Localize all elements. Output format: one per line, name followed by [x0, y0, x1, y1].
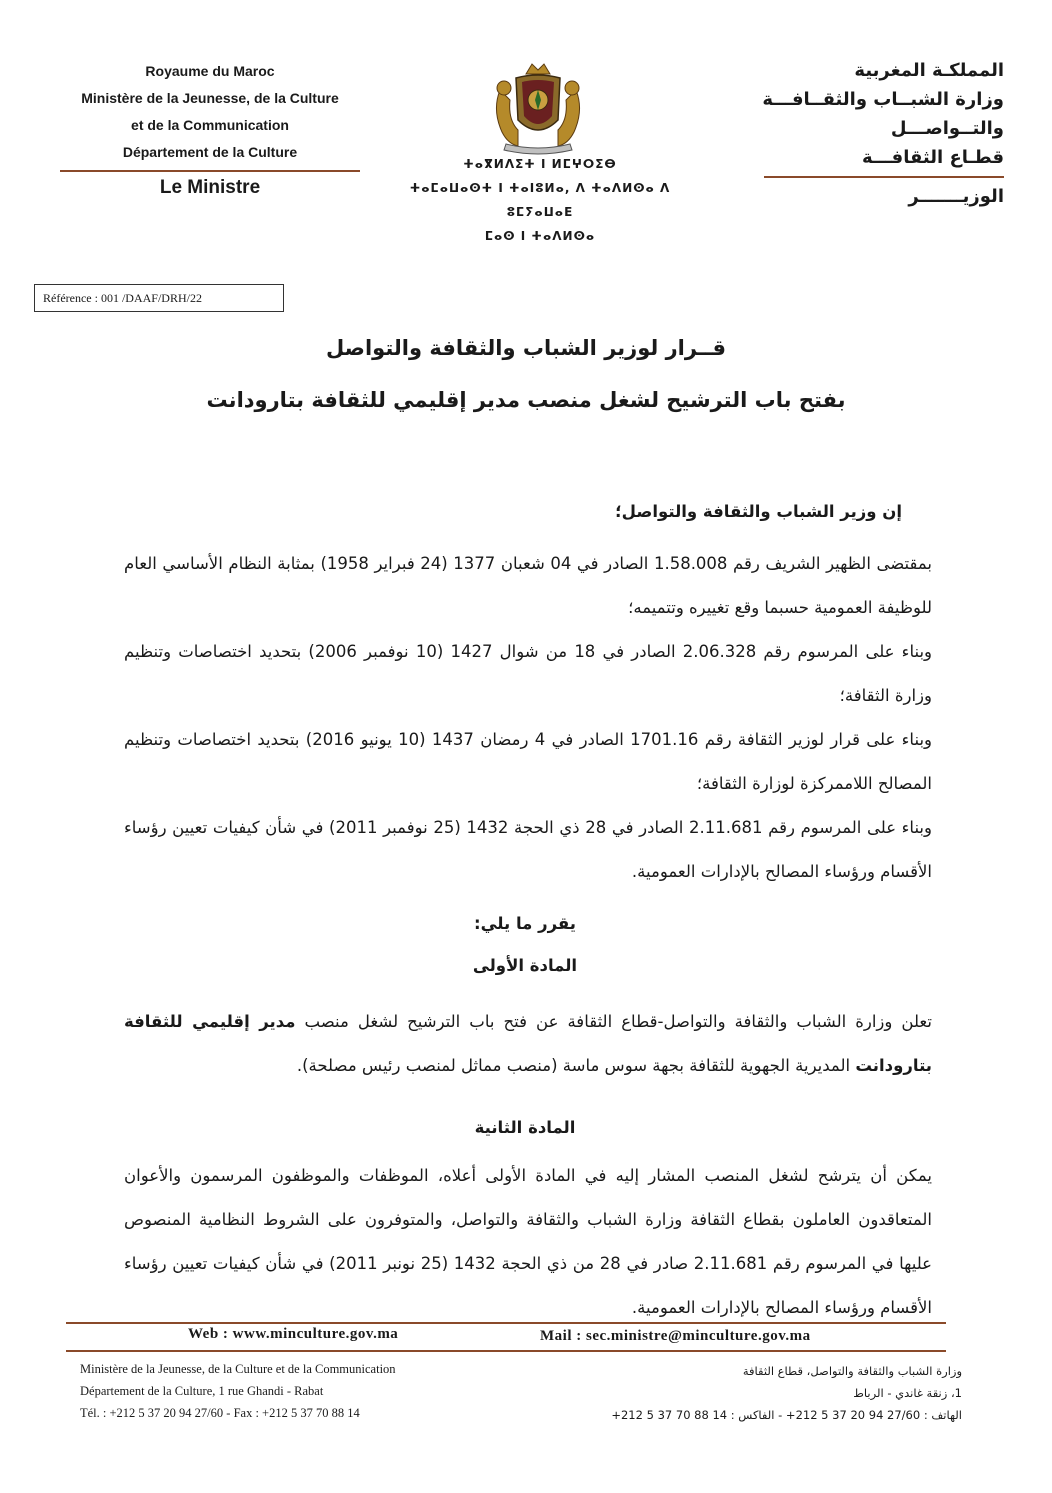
footer-ar-ministry: وزارة الشباب والثقافة والتواصل، قطاع الثقافة — [742, 1364, 962, 1378]
footer-address-french — [80, 1358, 500, 1424]
footer-email: Mail : sec.ministre@minculture.gov.ma — [540, 1328, 811, 1344]
preamble-opening: إن وزير الشباب والثقافة والتواصل؛ — [615, 502, 902, 521]
decides-label: يقرر ما يلي: — [474, 914, 576, 933]
footer-divider-top — [66, 1322, 946, 1324]
article-1-text-b: المديرية الجهوية للثقافة بجهة سوس ماسة (منصب مماثل لمنصب رئيس مصلحة). — [296, 1056, 851, 1075]
tifinagh-ministry: ⵜⴰⵎⴰⵡⴰⵙⵜ ⵏ ⵜⴰⵏⵓⵍⴰ, ⴷ ⵜⴰⴷⵍⵙⴰ ⴷ ⵓⵎⵢⴰⵡⴰⴹ — [409, 181, 671, 219]
minister-label: Le Ministre — [159, 177, 261, 198]
header-arabic — [724, 56, 1004, 211]
arabic-ministry: وزارة الشبــاب والثقــافـــة — [762, 89, 1004, 110]
decision-subtitle: بفتح باب الترشيح لشغل منصب مدير إقليمي للثقافة بتارودانت — [206, 388, 846, 412]
footer-ar-phone: الهاتف : 27/60 94 20 37 5 212+ - الفاكس : 14 88 70 37 5 212+ — [611, 1408, 962, 1422]
footer-fr-phone: Tél. : +212 5 37 20 94 27/60 - Fax : +212 5 37 70 88 14 — [80, 1406, 360, 1420]
preamble-paragraph: بمقتضى الظهير الشريف رقم 1.58.008 الصادر في 04 شعبان 1377 (24 فبراير 1958) بمثابة النظام الأساسي العام للوظيفة العمومية حسبما وقع تغييره وتتميمه؛ — [124, 554, 932, 617]
article-1-heading: المادة الأولى — [472, 956, 578, 975]
article-1-text-a: تعلن وزارة الشباب والثقافة والتواصل-قطاع الثقافة عن فتح باب الترشيح لشغل منصب — [304, 1012, 932, 1031]
article-1-post-title: مدير إقليمي للثقافة بتارودانت — [124, 1012, 932, 1075]
arabic-ministry-cont: والتــواصـــل — [890, 118, 1004, 139]
preamble-paragraph: وبناء على المرسوم رقم 2.11.681 الصادر في 28 ذي الحجة 1432 (25 نوفمبر 2011) في شأن كيفيات تعيين رؤساء الأقسام ورؤساء المصالح بالإدارات العمومية. — [124, 818, 932, 881]
tifinagh-kingdom: ⵜⴰⴳⵍⴷⵉⵜ ⵏ ⵍⵎⵖⵔⵉⴱ — [463, 157, 617, 171]
preamble-paragraph: وبناء على قرار لوزير الثقافة رقم 1701.16 الصادر في 4 رمضان 1437 (10 يونيو 2016) بتحديد اختصاصات وتنظيم المصالح اللاممركزة لوزارة الثقافة؛ — [124, 730, 933, 793]
arabic-minister: الوزيـــــــر — [908, 186, 1004, 207]
arabic-kingdom: المملكـة المغربية — [854, 60, 1004, 81]
header-tifinagh — [395, 152, 685, 248]
ministry-label-cont: et de la Communication — [131, 117, 289, 133]
kingdom-label: Royaume du Maroc — [145, 63, 275, 79]
footer-fr-ministry: Ministère de la Jeunesse, de la Culture et de la Communication — [80, 1362, 396, 1376]
header-divider — [60, 170, 360, 172]
decision-title: قــرار لوزير الشباب والثقافة والتواصل — [325, 336, 727, 360]
preamble-paragraph: وبناء على المرسوم رقم 2.06.328 الصادر في 18 من شوال 1427 (10 نوفمبر 2006) بتحديد اختصاصات وتنظيم وزارة الثقافة؛ — [124, 642, 933, 705]
arabic-department: قطـاع الثقافـــة — [862, 147, 1004, 168]
ministry-label: Ministère de la Jeunesse, de la Culture — [81, 90, 339, 106]
tifinagh-department: ⵎⴰⵙ ⵏ ⵜⴰⴷⵍⵙⴰ — [484, 229, 596, 243]
reference-box: Référence : 001 /DAAF/DRH/22 — [34, 284, 284, 312]
article-2-heading: المادة الثانية — [474, 1118, 576, 1137]
header-french — [40, 58, 380, 202]
coat-of-arms-emblem — [478, 60, 598, 160]
footer-divider-bottom — [66, 1350, 946, 1352]
header-divider-ar — [764, 176, 1004, 178]
article-1-text — [124, 1000, 932, 1088]
footer-fr-address: Département de la Culture, 1 rue Ghandi - Rabat — [80, 1384, 324, 1398]
footer-address-arabic — [542, 1360, 962, 1426]
footer-website: Web : www.minculture.gov.ma — [188, 1326, 399, 1342]
department-label: Département de la Culture — [122, 144, 298, 160]
article-2-text: يمكن أن يترشح لشغل المنصب المشار إليه في المادة الأولى أعلاه، الموظفات والموظفون المرسمون والأعوان المتعاقدون العاملون بقطاع الثقافة وزارة الشباب والثقافة والتواصل، والمتوفرون على الشروط النظامية المنصوص عليها في المرسوم رقم 2.11.681 صادر في 28 من ذي الحجة 1432 (25 نونبر 2011) في شأن كيفيات تعيين رؤساء الأقسام ورؤساء المصالح بالإدارات العمومية. — [124, 1166, 933, 1317]
footer-ar-address: 1، زنقة غاندي - الرباط — [853, 1386, 962, 1400]
